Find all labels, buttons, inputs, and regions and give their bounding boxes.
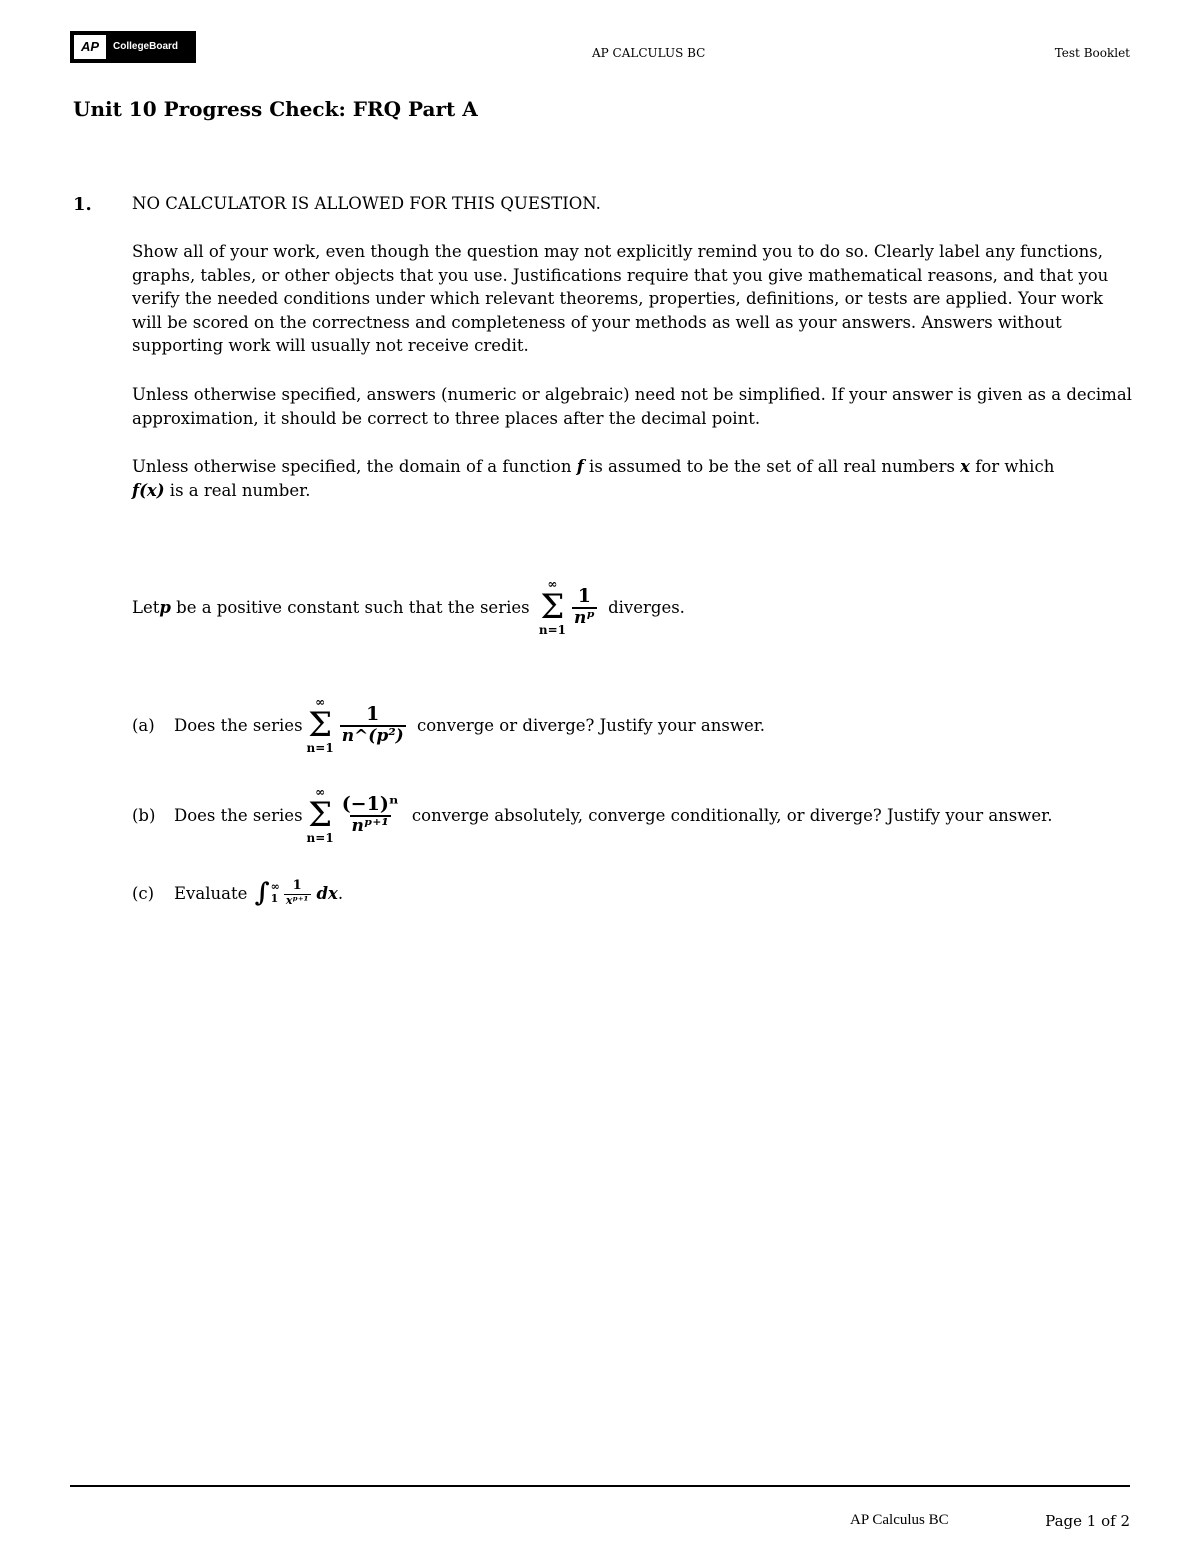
stem-text-mid: be a positive constant such that the series — [170, 597, 535, 617]
domain-text-2: is assumed to be the set of all real numbers — [583, 457, 961, 476]
integral-lower-limit: 1 — [270, 892, 279, 905]
integral-icon: ∫ — [254, 878, 270, 908]
ap-logo-mark: AP — [74, 35, 106, 59]
instructions-work: Show all of your work, even though the question may not explicitly remind you to do so. Clearly label any functions, graphs, tables, or other objects that you use. Justifications require that you give mathematical reasons, and that you verify the needed conditions under which relevant theorems, properties, definitions, or tests are applied. Your work will be scored on the correctness and completeness of your methods as well as your answers. Answers without supporting work will usually not receive credit. — [132, 242, 1109, 355]
footer-page-number: Page 1 of 2 — [1045, 1512, 1130, 1530]
stem-text-post: diverges. — [602, 597, 685, 617]
math-dx: dx — [316, 883, 338, 903]
sum-lower-limit: n=1 — [306, 831, 334, 845]
domain-text-3: for which — [970, 457, 1055, 476]
fraction-denominator: nᵖ — [573, 608, 595, 629]
question-number: 1. — [73, 194, 92, 215]
fraction-numerator: 1 — [366, 703, 380, 726]
part-b-text-post: converge absolutely, converge conditionally, or diverge? Justify your answer. — [406, 805, 1053, 825]
instructions-domain — [132, 455, 1132, 502]
sum-lower-limit: n=1 — [306, 741, 334, 755]
fraction-denominator: xᵖ⁺¹ — [285, 893, 309, 907]
summation-symbol — [307, 696, 334, 754]
sigma-icon: Σ — [308, 795, 333, 835]
part-a-label: (a) — [132, 715, 155, 735]
part-a-text-pre: Does the series — [174, 715, 303, 735]
sigma-icon: Σ — [308, 705, 333, 745]
ap-collegeboard-logo — [70, 31, 196, 63]
question-stem — [132, 578, 685, 636]
integral-limits — [271, 881, 280, 905]
summation-symbol — [307, 786, 334, 844]
sum-upper-limit: ∞ — [315, 695, 326, 709]
fraction-denominator: nᵖ⁺¹ — [351, 816, 389, 837]
series-term-fraction — [340, 704, 406, 746]
sum-lower-limit: n=1 — [538, 623, 566, 637]
sum-upper-limit: ∞ — [547, 577, 558, 591]
stem-text-pre: Let — [132, 597, 160, 617]
part-b-label: (b) — [132, 805, 156, 825]
footer-course: AP Calculus BC — [850, 1512, 949, 1528]
integral-expression — [255, 878, 280, 908]
collegeboard-wordmark: CollegeBoard — [113, 41, 179, 52]
part-c-text-pre: Evaluate — [174, 883, 253, 903]
integral-upper-limit: ∞ — [270, 879, 280, 893]
calculator-notice: NO CALCULATOR IS ALLOWED FOR THIS QUESTION. — [132, 194, 601, 213]
domain-text-1: Unless otherwise specified, the domain of a function — [132, 457, 577, 476]
part-a-text-post: converge or diverge? Justify your answer. — [411, 715, 766, 735]
series-term-fraction — [572, 586, 597, 628]
series-term-fraction — [340, 794, 401, 836]
footer-divider — [70, 1485, 1130, 1487]
domain-text-4: is a real number. — [164, 480, 311, 500]
math-p: p — [159, 597, 171, 617]
integrand-fraction — [284, 879, 311, 906]
part-c — [132, 878, 343, 908]
summation-symbol — [539, 578, 566, 636]
header-course: AP CALCULUS BC — [592, 46, 706, 60]
sigma-icon: Σ — [540, 587, 565, 627]
math-f-of-x: f(x) — [132, 480, 165, 500]
part-b-text-pre: Does the series — [174, 805, 303, 825]
fraction-numerator: (−1)ⁿ — [341, 793, 399, 816]
fraction-denominator: n^(p²) — [341, 726, 404, 747]
part-a — [132, 696, 765, 754]
page-title: Unit 10 Progress Check: FRQ Part A — [73, 97, 478, 121]
math-x: x — [960, 457, 971, 476]
fraction-numerator: 1 — [292, 878, 302, 894]
header-booklet: Test Booklet — [1054, 46, 1130, 60]
part-c-text-post: . — [337, 883, 344, 903]
part-c-label: (c) — [132, 883, 155, 903]
instructions-simplify: Unless otherwise specified, answers (numeric or algebraic) need not be simplified. If your answer is given as a decimal approximation, it should be correct to three places after the decimal point. — [132, 385, 1132, 428]
part-b — [132, 786, 1052, 844]
fraction-numerator: 1 — [577, 585, 592, 608]
math-f: f — [576, 457, 584, 476]
sum-upper-limit: ∞ — [315, 785, 326, 799]
